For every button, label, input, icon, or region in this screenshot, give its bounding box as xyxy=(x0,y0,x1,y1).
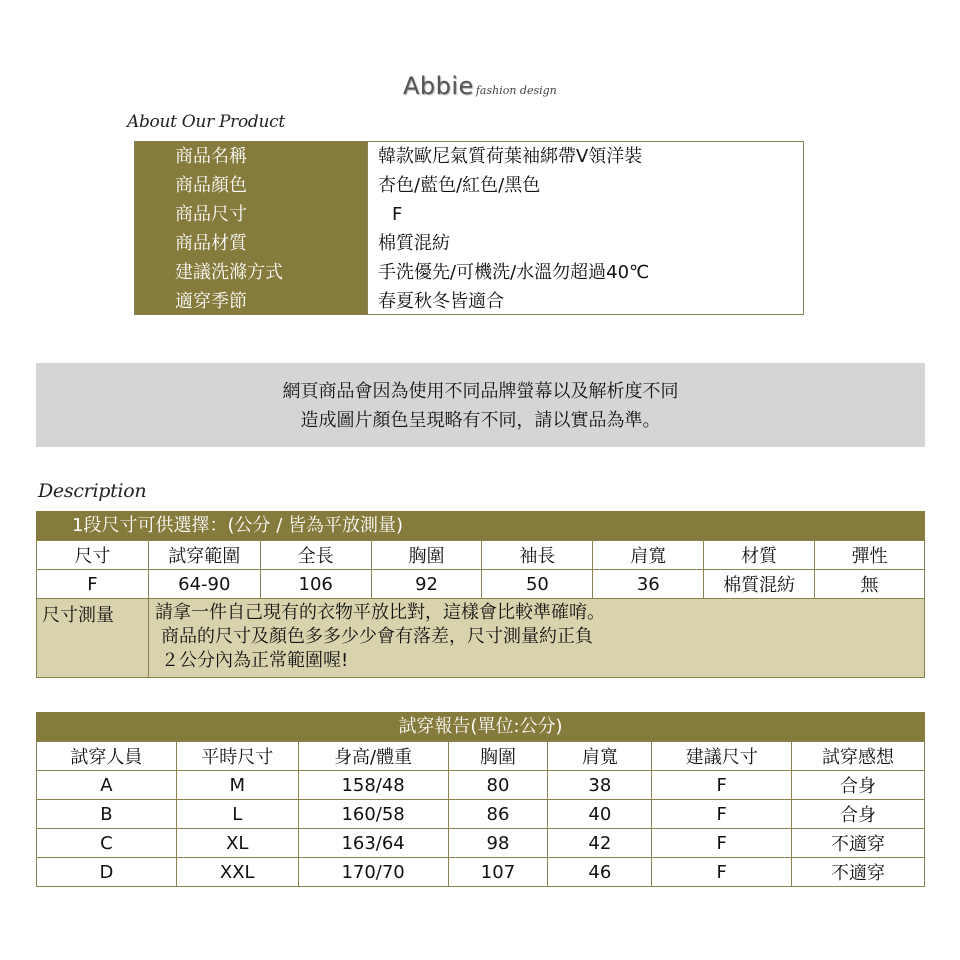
trial-cell: F xyxy=(652,829,792,858)
size-cell: 無 xyxy=(815,570,925,599)
size-cell: 106 xyxy=(260,570,371,599)
trial-cell: 163/64 xyxy=(298,829,448,858)
trial-cell: 合身 xyxy=(792,800,925,829)
trial-cell: D xyxy=(37,858,177,887)
notice-line: 造成圖片顏色呈現略有不同，請以實品為準。 xyxy=(300,410,661,431)
measurement-label: 尺寸測量 xyxy=(37,599,149,677)
trial-table-header: 試穿報告(單位:公分) xyxy=(36,712,925,741)
description-title: Description xyxy=(38,480,147,502)
product-label: 商品材質 xyxy=(175,233,247,254)
brand-name: Abbie xyxy=(403,72,474,100)
trial-column-header: 平時尺寸 xyxy=(176,742,298,771)
size-column-header: 胸圍 xyxy=(371,541,482,570)
size-table xyxy=(36,540,925,599)
product-label: 商品名稱 xyxy=(175,146,247,167)
measurement-note xyxy=(36,598,925,678)
size-cell: F xyxy=(37,570,149,599)
product-value: 韓款歐尼氣質荷葉袖綁帶V領洋裝 xyxy=(378,146,643,167)
size-cell: 50 xyxy=(482,570,593,599)
size-cell: 36 xyxy=(593,570,704,599)
product-value: 棉質混紡 xyxy=(378,233,450,254)
table-row xyxy=(37,800,925,829)
size-table-header: 1段尺寸可供選擇：(公分 / 皆為平放測量) xyxy=(36,511,925,540)
trial-cell: 38 xyxy=(548,771,652,800)
trial-column-header: 建議尺寸 xyxy=(652,742,792,771)
trial-cell: 42 xyxy=(548,829,652,858)
product-value: F xyxy=(392,204,403,225)
notice-line: 網頁商品會因為使用不同品牌螢幕以及解析度不同 xyxy=(282,381,679,402)
table-row xyxy=(37,829,925,858)
size-column-header: 肩寬 xyxy=(593,541,704,570)
trial-cell: A xyxy=(37,771,177,800)
product-label-column xyxy=(135,142,367,314)
trial-cell: C xyxy=(37,829,177,858)
trial-cell: 80 xyxy=(448,771,548,800)
size-cell: 64-90 xyxy=(148,570,260,599)
trial-column-header: 身高/體重 xyxy=(298,742,448,771)
size-cell: 92 xyxy=(371,570,482,599)
brand-subtitle: fashion design xyxy=(475,84,557,97)
measurement-line: ２公分內為正常範圍喔! xyxy=(161,650,349,671)
trial-cell: 合身 xyxy=(792,771,925,800)
table-row xyxy=(37,858,925,887)
trial-cell: 107 xyxy=(448,858,548,887)
brand-logo xyxy=(403,72,557,104)
trial-column-header: 胸圍 xyxy=(448,742,548,771)
trial-cell: F xyxy=(652,858,792,887)
trial-cell: 46 xyxy=(548,858,652,887)
color-notice xyxy=(36,363,925,447)
trial-cell: 160/58 xyxy=(298,800,448,829)
trial-cell: M xyxy=(176,771,298,800)
product-value: 杏色/藍色/紅色/黑色 xyxy=(378,175,541,196)
product-label: 建議洗滌方式 xyxy=(175,262,283,283)
product-label: 商品顏色 xyxy=(175,175,247,196)
trial-cell: XL xyxy=(176,829,298,858)
size-column-header: 全長 xyxy=(260,541,371,570)
trial-cell: XXL xyxy=(176,858,298,887)
size-table-columns xyxy=(37,541,925,570)
size-column-header: 彈性 xyxy=(815,541,925,570)
size-column-header: 袖長 xyxy=(482,541,593,570)
size-column-header: 試穿範圍 xyxy=(148,541,260,570)
trial-cell: 170/70 xyxy=(298,858,448,887)
size-column-header: 尺寸 xyxy=(37,541,149,570)
product-value: 春夏秋冬皆適合 xyxy=(378,291,504,312)
trial-cell: 不適穿 xyxy=(792,858,925,887)
trial-cell: 不適穿 xyxy=(792,829,925,858)
trial-cell: L xyxy=(176,800,298,829)
trial-cell: 158/48 xyxy=(298,771,448,800)
measurement-line: 商品的尺寸及顏色多多少少會有落差，尺寸測量約正負 xyxy=(161,626,593,647)
product-label: 商品尺寸 xyxy=(175,204,247,225)
trial-column-header: 試穿感想 xyxy=(792,742,925,771)
trial-report-table xyxy=(36,741,925,887)
trial-cell: 98 xyxy=(448,829,548,858)
trial-cell: F xyxy=(652,800,792,829)
trial-table-columns xyxy=(37,742,925,771)
measurement-text xyxy=(149,599,924,677)
trial-cell: 86 xyxy=(448,800,548,829)
product-info-table xyxy=(134,141,804,315)
trial-cell: B xyxy=(37,800,177,829)
product-value: 手洗優先/可機洗/水溫勿超過40℃ xyxy=(378,262,650,283)
size-column-header: 材質 xyxy=(704,541,815,570)
about-title: About Our Product xyxy=(127,112,285,132)
product-value-column xyxy=(367,142,803,314)
trial-cell: F xyxy=(652,771,792,800)
table-row xyxy=(37,570,925,599)
table-row xyxy=(37,771,925,800)
product-label: 適穿季節 xyxy=(175,291,247,312)
measurement-line: 請拿一件自己現有的衣物平放比對，這樣會比較準確唷。 xyxy=(155,602,605,623)
trial-column-header: 試穿人員 xyxy=(37,742,177,771)
trial-cell: 40 xyxy=(548,800,652,829)
trial-column-header: 肩寬 xyxy=(548,742,652,771)
size-cell: 棉質混紡 xyxy=(704,570,815,599)
